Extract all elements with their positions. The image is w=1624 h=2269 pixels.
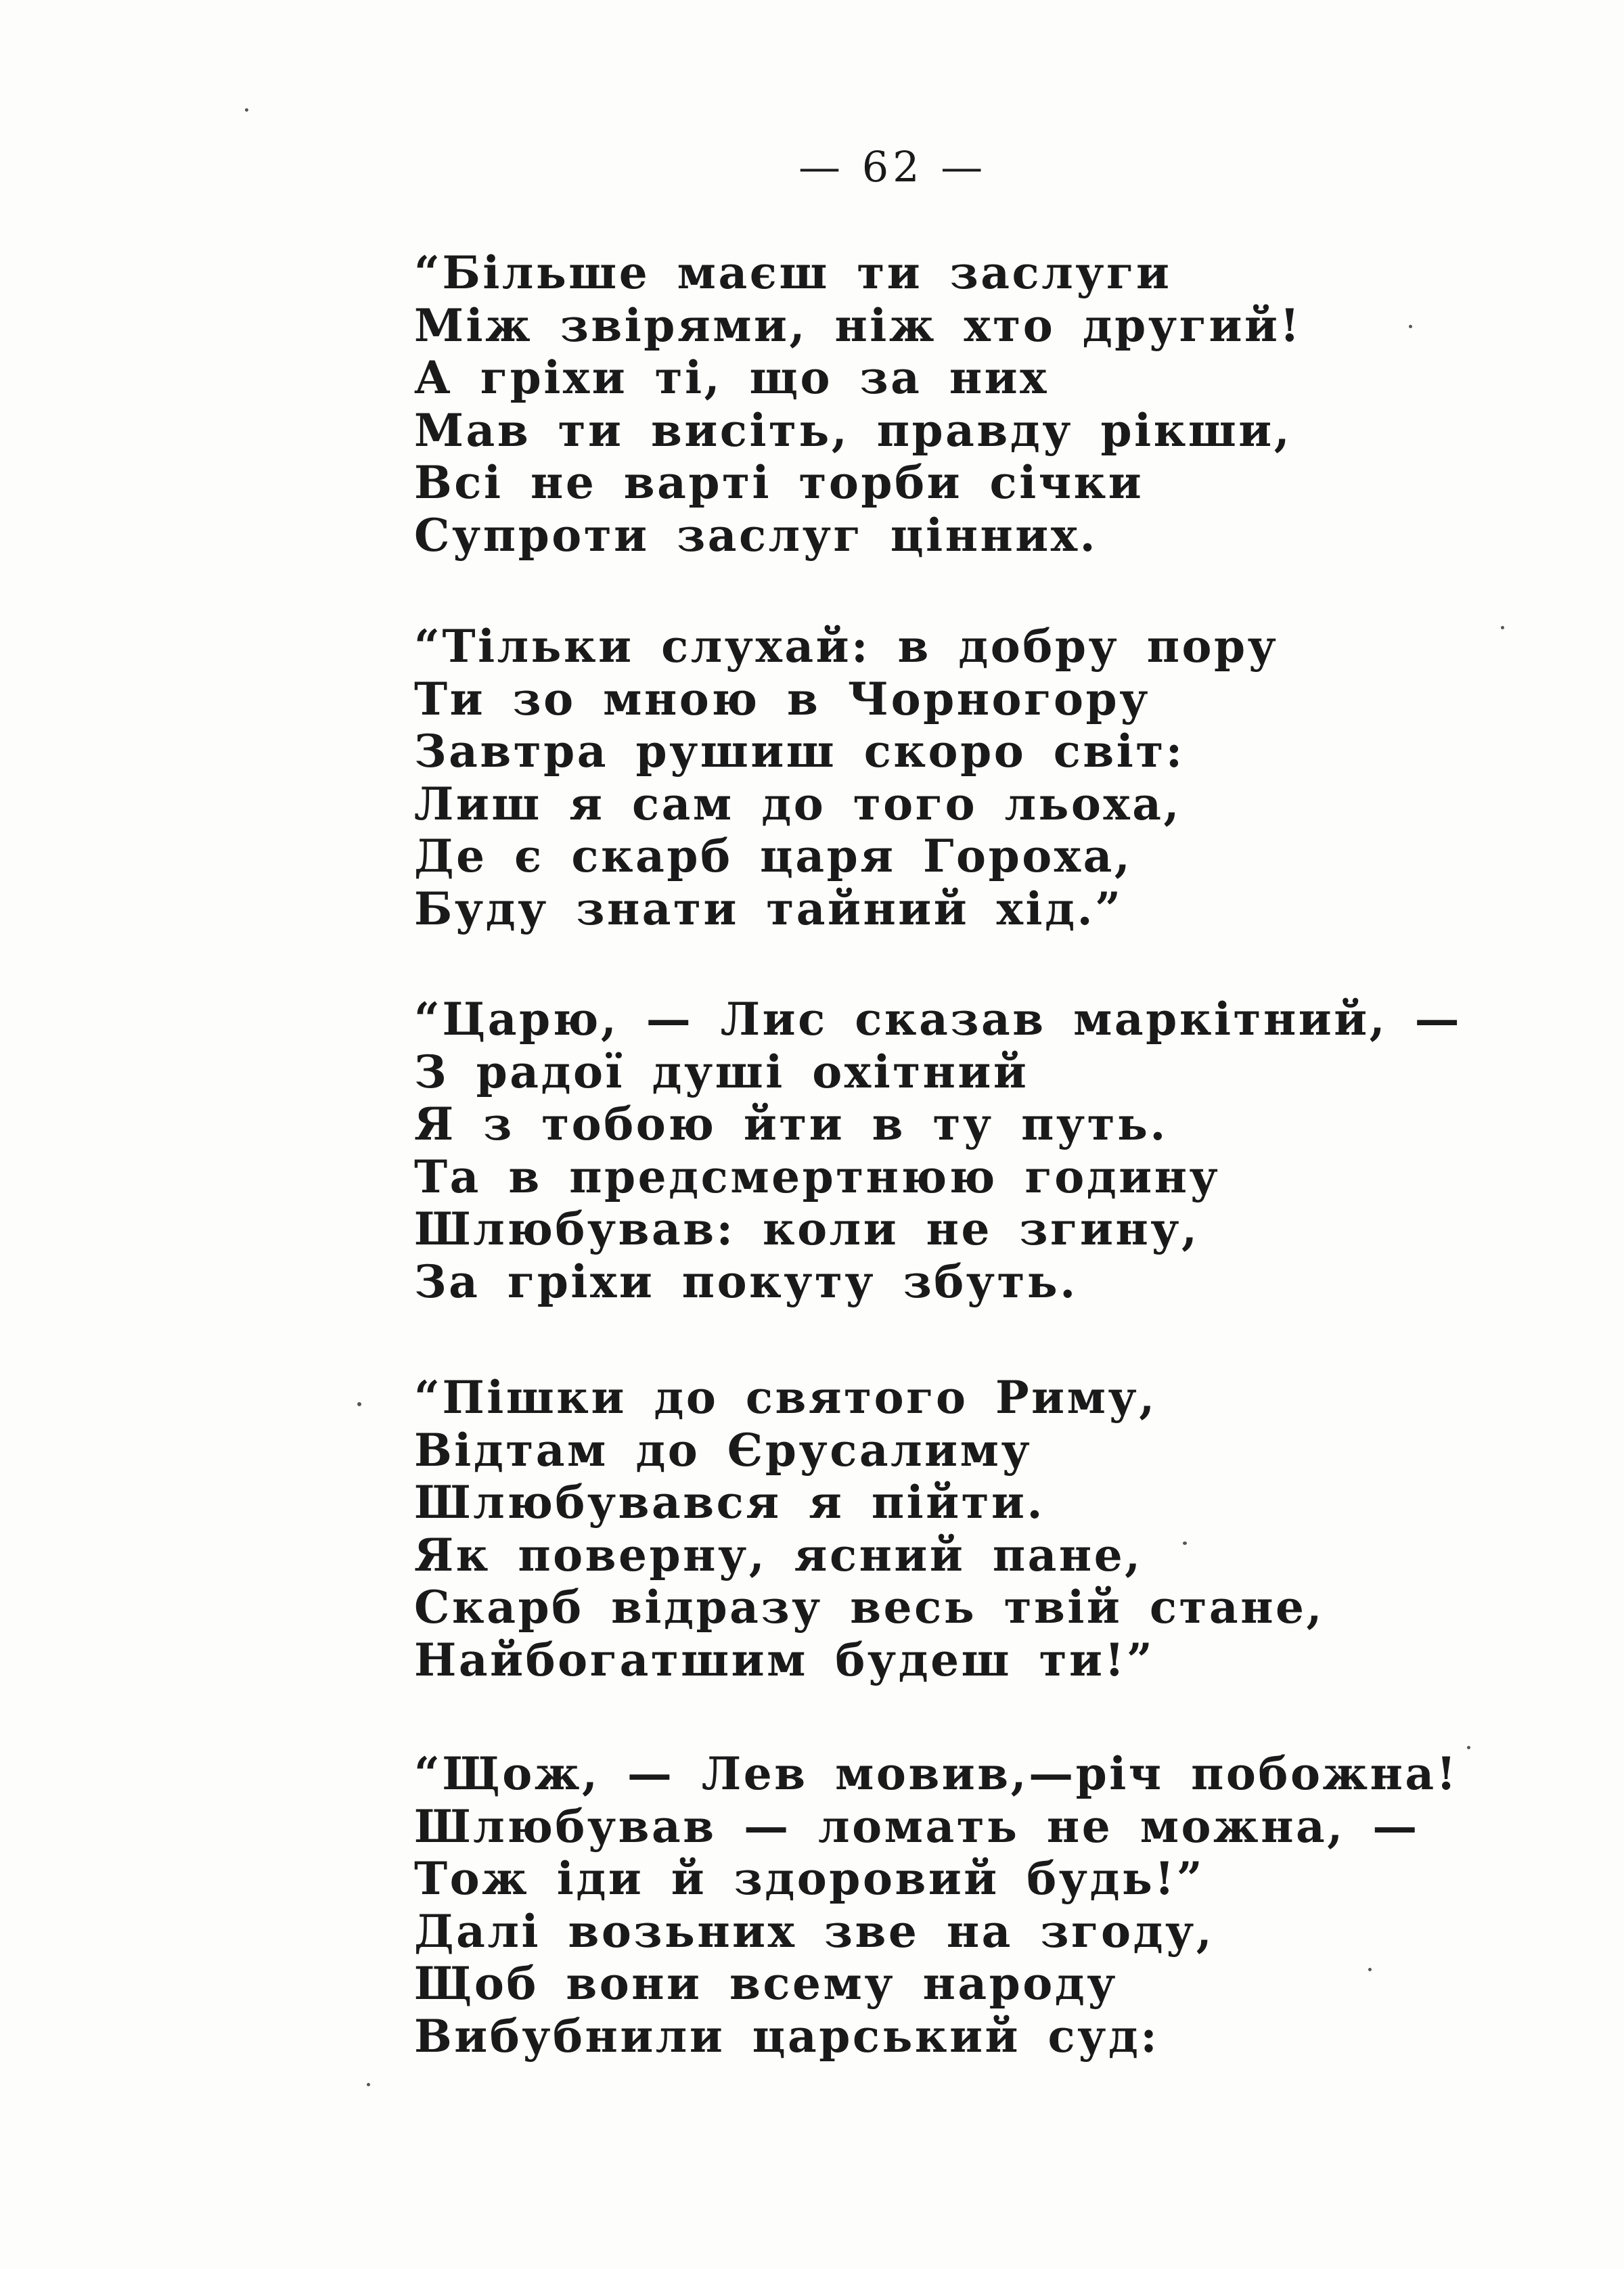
verse-line: Шлюбувався я пійти. — [414, 1476, 1045, 1529]
scan-speck — [1409, 325, 1412, 328]
verse-line: “Більше маєш ти заслуги — [414, 246, 1172, 299]
verse-line: “Щож, — Лев мовив,—річ побожна! — [414, 1747, 1459, 1800]
verse-line: Я з тобою йти в ту путь. — [414, 1098, 1168, 1150]
verse-line: Найбогатшим будеш ти!” — [414, 1633, 1155, 1686]
verse-line: Щоб вони всему народу — [414, 1957, 1119, 2010]
scan-speck — [245, 108, 248, 112]
verse-line: Всі не варті торби січки — [414, 456, 1144, 509]
scan-speck — [1501, 626, 1504, 629]
stanza-4 — [414, 1372, 1324, 1686]
verse-line: “Тільки слухай: в добру пору — [414, 620, 1279, 673]
verse-line: Буду знати тайний хід.” — [414, 882, 1123, 935]
verse-line: Відтам до Єрусалиму — [414, 1423, 1033, 1477]
verse-line: “Пішки до святого Риму, — [414, 1371, 1157, 1424]
stanza-3 — [414, 993, 1462, 1308]
scan-speck — [357, 1402, 361, 1406]
verse-line: Завтра рушиш скоро світ: — [414, 725, 1185, 778]
scan-speck — [1183, 1542, 1187, 1545]
verse-line: Як поверну, ясний пане, — [414, 1528, 1143, 1581]
verse-line: З радої душі охітний — [414, 1045, 1029, 1098]
verse-line: Ти зо мною в Чорногору — [414, 672, 1150, 725]
stanza-5 — [414, 1748, 1458, 2063]
verse-line: Далі возьних зве на згоду, — [414, 1904, 1215, 1958]
verse-line: Мав ти висіть, правду рікши, — [414, 403, 1292, 457]
verse-line: “Царю, — Лис сказав маркітний, — — [414, 993, 1462, 1046]
verse-line: А гріхи ті, що за них — [414, 351, 1049, 404]
scan-speck — [1467, 1746, 1470, 1749]
verse-line: Супроти заслуг цінних. — [414, 508, 1098, 562]
scan-speck — [367, 2083, 370, 2086]
verse-line: Між звірями, ніж хто другий! — [414, 298, 1302, 352]
scan-speck — [1368, 1968, 1372, 1971]
verse-line: Шлюбував: коли не згину, — [414, 1203, 1200, 1255]
verse-line: Вибубнили царський суд: — [414, 2009, 1160, 2063]
stanza-2 — [414, 621, 1278, 935]
stanza-1 — [414, 247, 1302, 562]
page-number: — 62 — — [798, 142, 987, 192]
verse-line: Тож іди й здоровий будь!” — [414, 1852, 1205, 1905]
verse-line: Де є скарб царя Гороха, — [414, 830, 1133, 882]
verse-line: За гріхи покуту збуть. — [414, 1255, 1078, 1308]
verse-line: Та в предсмертнюю годину — [414, 1150, 1221, 1203]
verse-line: Лиш я сам до того льоха, — [414, 777, 1182, 830]
verse-line: Шлюбував — ломать не можна, — — [414, 1799, 1420, 1853]
verse-line: Скарб відразу весь твій стане, — [414, 1581, 1324, 1634]
